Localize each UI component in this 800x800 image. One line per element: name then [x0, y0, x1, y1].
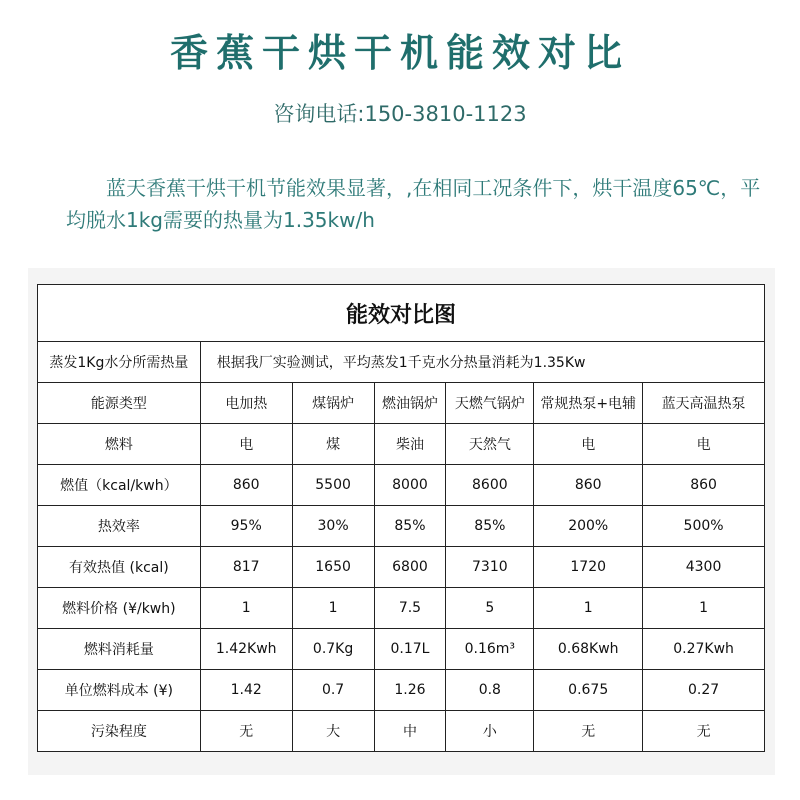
table-cell: 电 [643, 424, 765, 465]
table-cell: 1 [200, 588, 292, 629]
table-cell: 无 [200, 711, 292, 752]
table-cell: 30% [292, 506, 374, 547]
table-caption: 能效对比图 [38, 285, 765, 342]
table-cell: 天然气 [446, 424, 534, 465]
table-cell: 8000 [374, 465, 446, 506]
table-cell: 95% [200, 506, 292, 547]
table-cell: 6800 [374, 547, 446, 588]
table-cell: 860 [534, 465, 643, 506]
table-cell: 8600 [446, 465, 534, 506]
table-cell: 1.42 [200, 670, 292, 711]
table-cell: 1 [292, 588, 374, 629]
table-cell: 无 [534, 711, 643, 752]
row-label: 单位燃料成本 (¥) [38, 670, 201, 711]
table-cell: 0.675 [534, 670, 643, 711]
row-label: 燃料消耗量 [38, 629, 201, 670]
table-row [38, 711, 765, 752]
table-cell: 860 [200, 465, 292, 506]
table-cell: 大 [292, 711, 374, 752]
table-cell: 4300 [643, 547, 765, 588]
row-label: 燃值（kcal/kwh） [38, 465, 201, 506]
table-cell: 817 [200, 547, 292, 588]
table-cell: 85% [374, 506, 446, 547]
table-row [38, 547, 765, 588]
note-text: 根据我厂实验测试，平均蒸发1千克水分热量消耗为1.35Kw [200, 342, 764, 383]
table-cell: 煤 [292, 424, 374, 465]
table-cell: 0.68Kwh [534, 629, 643, 670]
efficiency-table [37, 284, 765, 752]
table-row [38, 465, 765, 506]
table-cell: 860 [643, 465, 765, 506]
table-cell: 5500 [292, 465, 374, 506]
table-cell: 5 [446, 588, 534, 629]
table-cell: 常规热泵+电辅 [534, 383, 643, 424]
table-cell: 煤锅炉 [292, 383, 374, 424]
table-cell: 7310 [446, 547, 534, 588]
table-cell: 无 [643, 711, 765, 752]
table-cell: 0.27Kwh [643, 629, 765, 670]
row-label: 能源类型 [38, 383, 201, 424]
table-cell: 0.8 [446, 670, 534, 711]
table-cell: 小 [446, 711, 534, 752]
table-cell: 7.5 [374, 588, 446, 629]
row-label: 燃料价格 (¥/kwh) [38, 588, 201, 629]
table-cell: 电 [534, 424, 643, 465]
table-cell: 1720 [534, 547, 643, 588]
table-row [38, 506, 765, 547]
table-row [38, 629, 765, 670]
contact-phone: 咨询电话:150-3810-1123 [273, 102, 527, 126]
table-cell: 燃油锅炉 [374, 383, 446, 424]
table-cell: 中 [374, 711, 446, 752]
table-cell: 柴油 [374, 424, 446, 465]
page-title: 香蕉干烘干机能效对比 [169, 31, 630, 75]
table-cell: 1 [643, 588, 765, 629]
table-cell: 0.16m³ [446, 629, 534, 670]
table-cell: 0.17L [374, 629, 446, 670]
table-cell: 0.7Kg [292, 629, 374, 670]
table-cell: 电加热 [200, 383, 292, 424]
note-label: 蒸发1Kg水分所需热量 [38, 342, 201, 383]
table-cell: 200% [534, 506, 643, 547]
table-row [38, 670, 765, 711]
table-cell: 电 [200, 424, 292, 465]
row-label: 燃料 [38, 424, 201, 465]
table-cell: 500% [643, 506, 765, 547]
row-label: 热效率 [38, 506, 201, 547]
table-cell: 蓝天高温热泵 [643, 383, 765, 424]
table-cell: 天燃气锅炉 [446, 383, 534, 424]
table-cell: 1.26 [374, 670, 446, 711]
table-cell: 0.7 [292, 670, 374, 711]
row-label: 污染程度 [38, 711, 201, 752]
table-cell: 1.42Kwh [200, 629, 292, 670]
table-row [38, 383, 765, 424]
intro-paragraph: 蓝天香蕉干烘干机节能效果显著，,在相同工况条件下，烘干温度65℃，平均脱水1kg需要的热量为1.35kw/h [66, 176, 761, 232]
table-cell: 0.27 [643, 670, 765, 711]
table-cell: 85% [446, 506, 534, 547]
row-label: 有效热值 (kcal) [38, 547, 201, 588]
table-row [38, 588, 765, 629]
table-cell: 1650 [292, 547, 374, 588]
table-cell: 1 [534, 588, 643, 629]
table-row [38, 424, 765, 465]
